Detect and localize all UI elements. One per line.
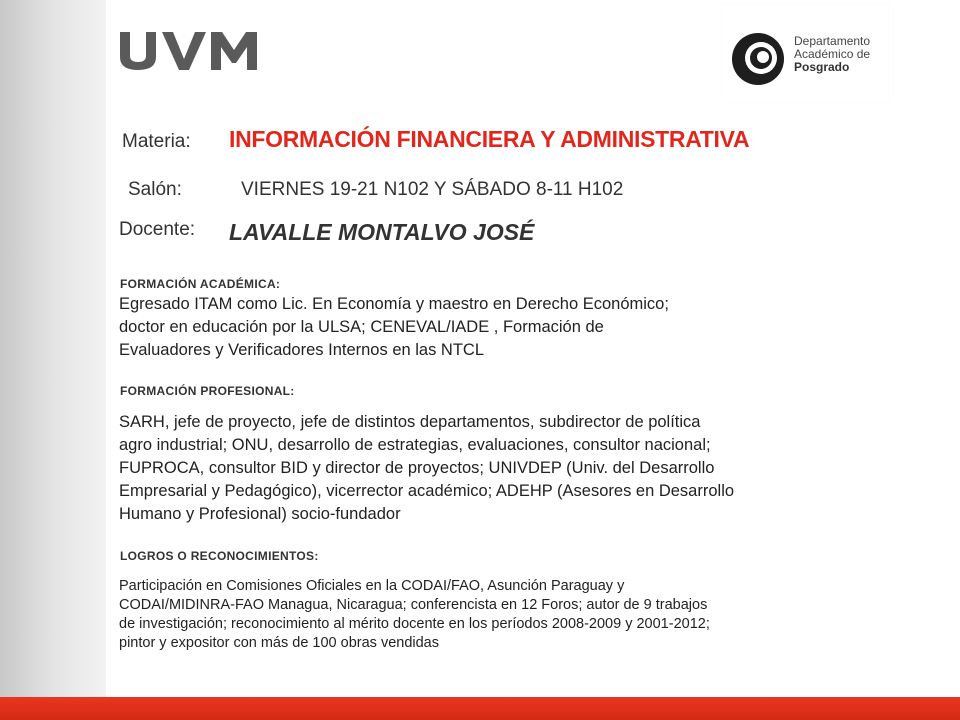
- text-line: FUPROCA, consultor BID y director de proyectos; UNIVDEP (Univ. del Desarrollo: [119, 459, 715, 477]
- section-body-academica: [119, 293, 669, 362]
- uvm-logo: [116, 28, 276, 72]
- text-line: Evaluadores y Verificadores Internos en las NTCL: [119, 341, 485, 359]
- section-heading-logros: LOGROS O RECONOCIMIENTOS:: [120, 549, 319, 563]
- posgrado-logo-text: [794, 35, 870, 74]
- section-heading-profesional: FORMACIÓN PROFESIONAL:: [120, 384, 295, 398]
- posgrado-logo: [722, 4, 888, 102]
- text-line: Humano y Profesional) socio-fundador: [119, 505, 401, 523]
- text-line: Participación en Comisiones Oficiales en la CODAI/FAO, Asunción Paraguay y: [119, 578, 625, 594]
- text-line: Egresado ITAM como Lic. En Economía y maestro en Derecho Económico;: [119, 295, 669, 313]
- left-sidebar-band: [0, 0, 106, 697]
- text-line: de investigación; reconocimiento al mérito docente en los períodos 2008-2009 y 2001-2012;: [119, 616, 710, 632]
- section-body-logros: [119, 577, 710, 653]
- materia-label: Materia:: [122, 131, 191, 152]
- text-line: pintor y expositor con más de 100 obras vendidas: [119, 635, 439, 651]
- logo-line-1: Departamento: [794, 34, 871, 48]
- text-line: CODAI/MIDINRA-FAO Managua, Nicaragua; conferencista en 12 Foros; autor de 9 trabajos: [119, 597, 708, 613]
- text-line: SARH, jefe de proyecto, jefe de distintos departamentos, subdirector de política: [119, 413, 701, 431]
- salon-value: VIERNES 19-21 N102 Y SÁBADO 8-11 H102: [241, 179, 624, 200]
- bottom-red-bar: [0, 697, 960, 720]
- text-line: agro industrial; ONU, desarrollo de estrategias, evaluaciones, consultor nacional;: [119, 436, 711, 454]
- docente-value: LAVALLE MONTALVO JOSÉ: [229, 219, 535, 245]
- logo-line-3: Posgrado: [794, 60, 850, 74]
- salon-label: Salón:: [128, 179, 182, 200]
- text-line: Empresarial y Pedagógico), vicerrector académico; ADEHP (Asesores en Desarrollo: [119, 482, 735, 500]
- posgrado-ring-icon: [728, 29, 788, 89]
- section-body-profesional: [119, 411, 734, 526]
- section-heading-academica: FORMACIÓN ACADÉMICA:: [120, 277, 281, 291]
- materia-value: INFORMACIÓN FINANCIERA Y ADMINISTRATIVA: [229, 126, 750, 152]
- logo-line-2: Académico de: [794, 47, 871, 61]
- text-line: doctor en educación por la ULSA; CENEVAL/IADE , Formación de: [119, 318, 604, 336]
- docente-label: Docente:: [119, 219, 196, 240]
